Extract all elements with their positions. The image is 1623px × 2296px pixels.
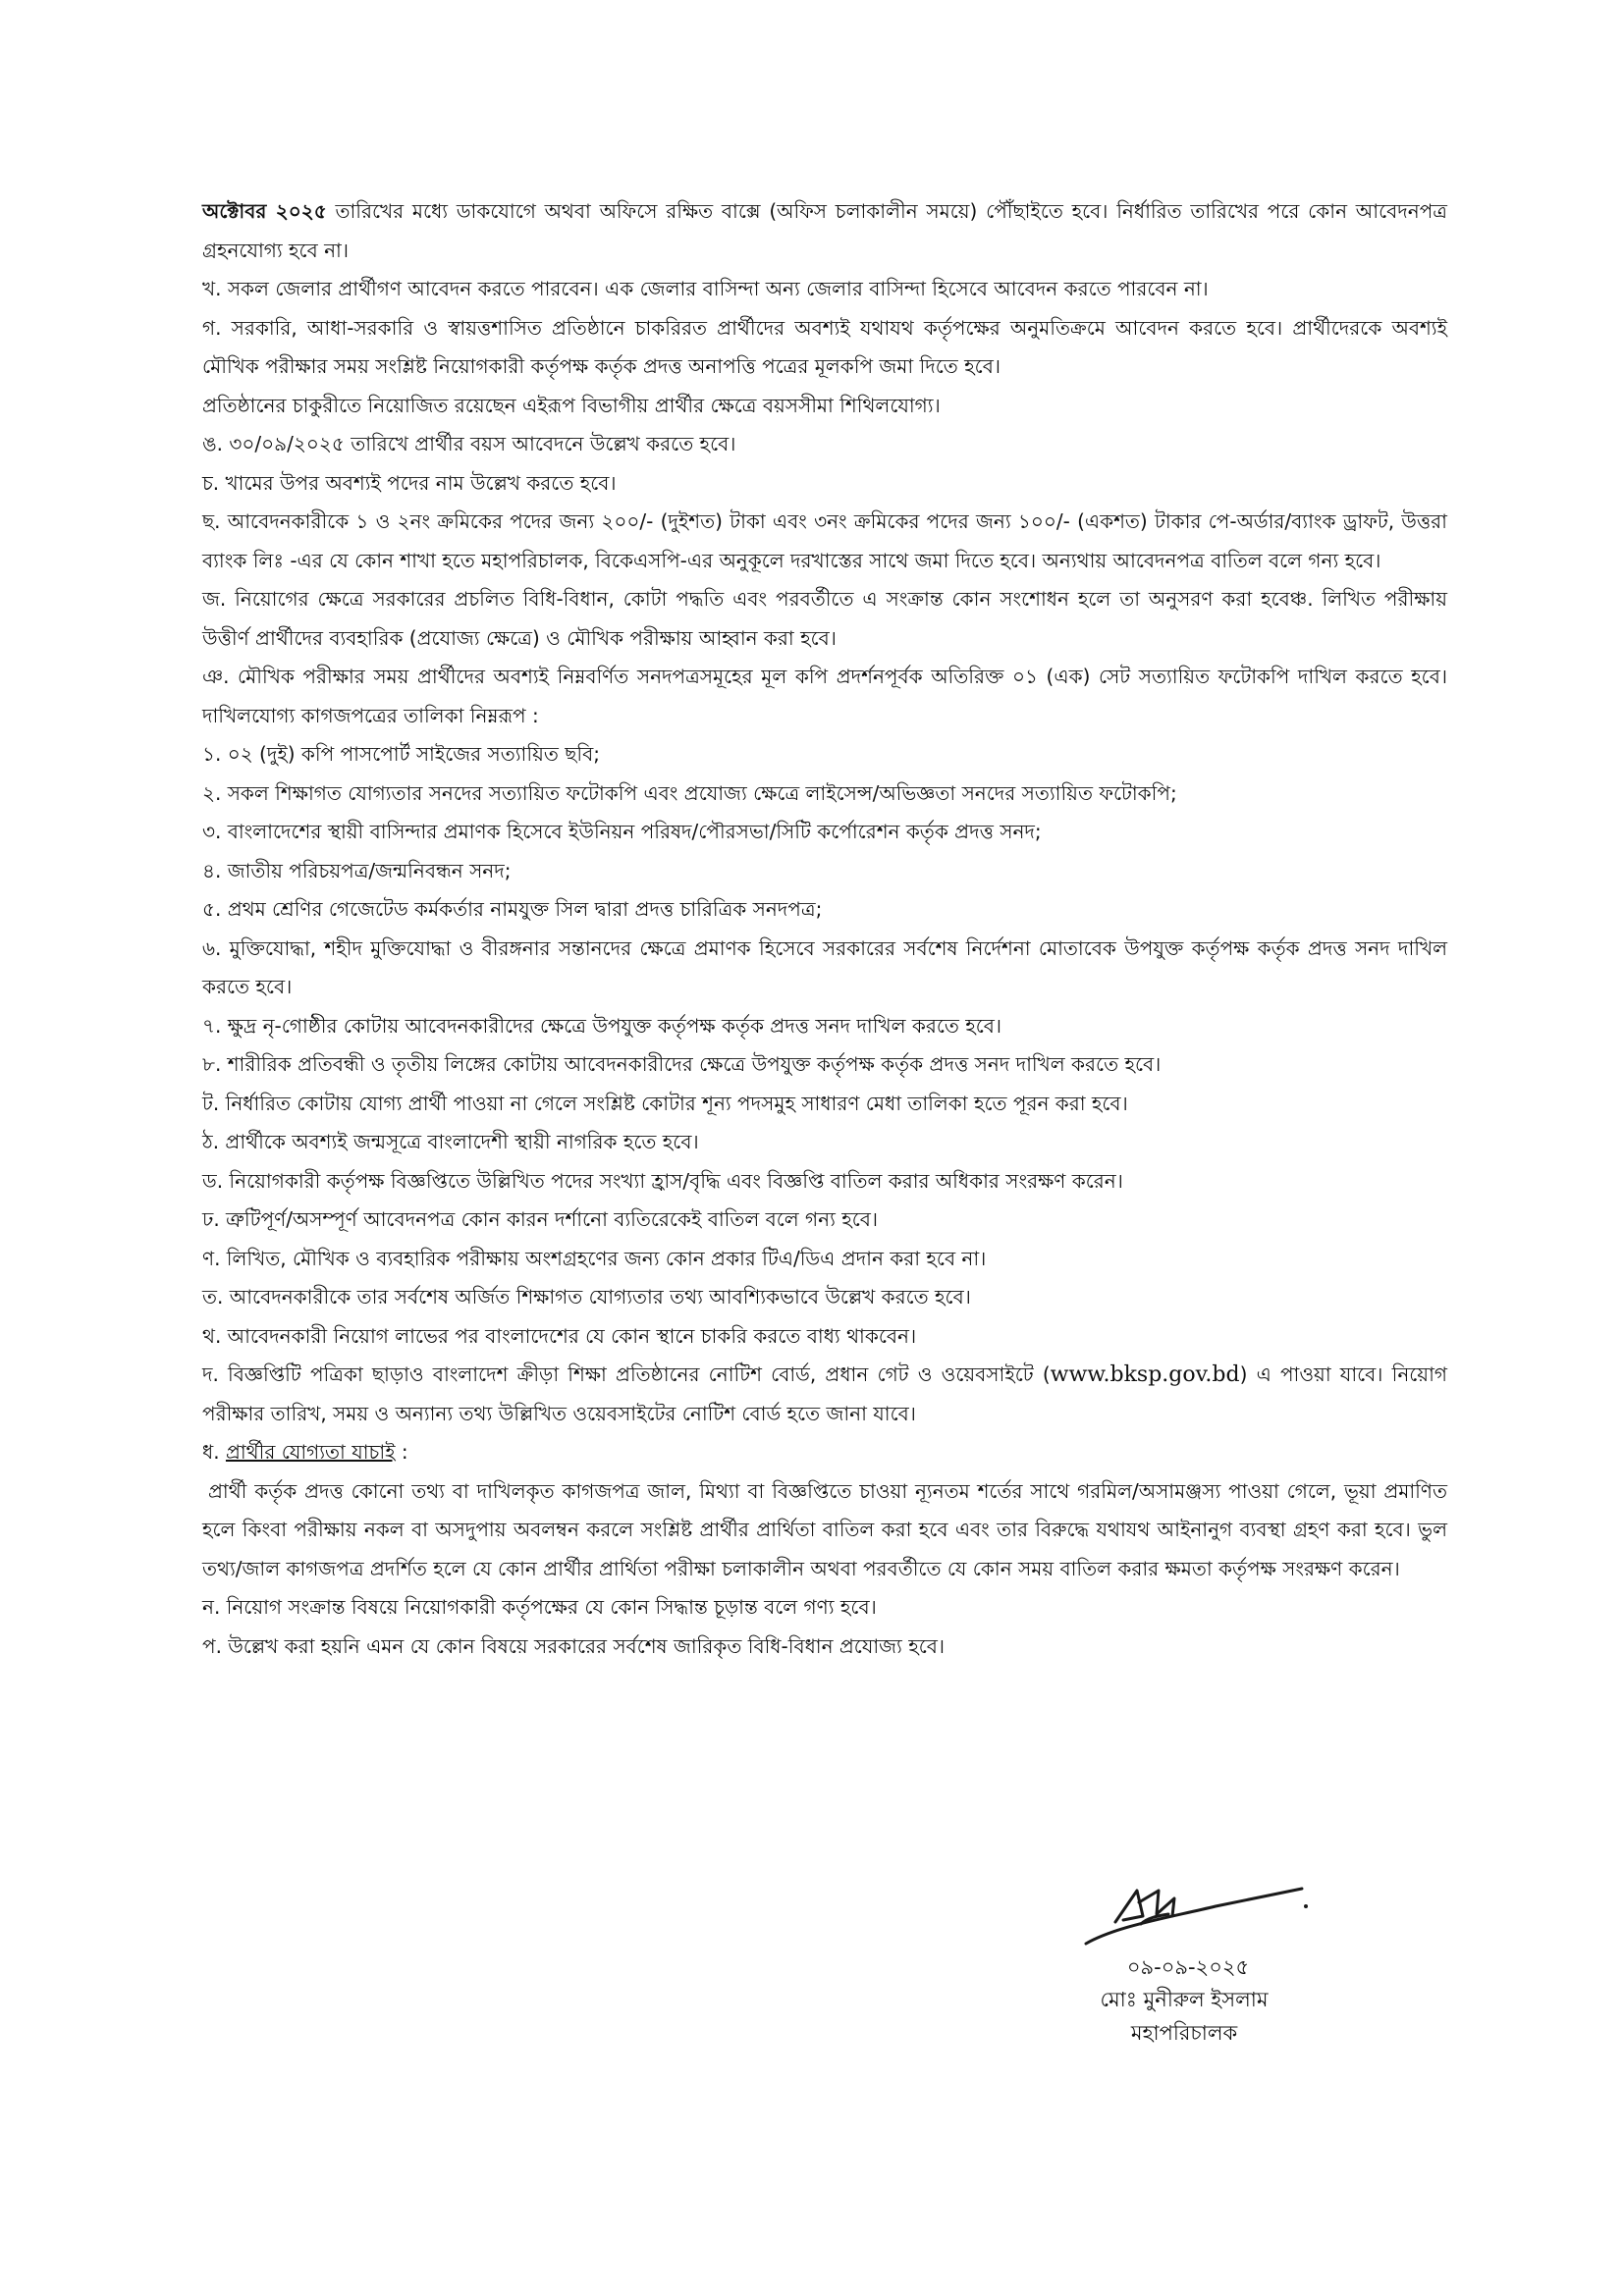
- clause-na: ন. নিয়োগ সংক্রান্ত বিষয়ে নিয়োগকারী কর্তৃপক্ষের যে কোন সিদ্ধান্ত চূড়ান্ত বলে গণ্য হবে।: [202, 1595, 877, 1619]
- clause-da2-text-a: দ. বিজ্ঞপ্তিটি পত্রিকা ছাড়াও বাংলাদেশ ক্রীড়া শিক্ষা প্রতিষ্ঠানের নোটিশ বোর্ড, প্রধান গেট ও ওয়েবসাইটে (: [202, 1362, 1051, 1386]
- clause-ga: গ. সরকারি, আধা-সরকারি ও স্বায়ত্তশাসিত প্রতিষ্ঠানে চাকরিরত প্রার্থীদের অবশ্যই যথাযথ কর্তৃপক্ষের অনুমতিক্রমে আবেদন করতে হবে। প্রার্থীদেরকে অবশ্যই মৌখিক পরীক্ষার সময় সংশ্লিষ্ট নিয়োগকারী কর্তৃপক্ষ কর্তৃক প্রদত্ত অনাপত্তি পত্রের মূলকপি জমা দিতে হবে।: [202, 315, 1447, 378]
- signature-date: ০৯-০৯-২০২৫: [1126, 1955, 1250, 1979]
- clause-dha: ঢ. ত্রুটিপূর্ণ/অসম্পূর্ণ আবেদনপত্র কোন কারন দর্শানো ব্যতিরেকেই বাতিল বলে গন্য হবে।: [202, 1207, 879, 1231]
- clause-ja: জ. নিয়োগের ক্ষেত্রে সরকারের প্রচলিত বিধি-বিধান, কোটা পদ্ধতি এবং পরবর্তীতে এ সংক্রান্ত কোন সংশোধন হলে তা অনুসরণ করা হবেঞ্চ. লিখিত পরীক্ষায় উত্তীর্ণ প্রার্থীদের ব্যবহারিক (প্রযোজ্য ক্ষেত্রে) ও মৌখিক পরীক্ষায় আহ্বান করা হবে।: [202, 587, 1447, 650]
- clause-cha: চ. খামের উপর অবশ্যই পদের নাম উল্লেখ করতে হবে।: [202, 470, 617, 495]
- document-item-2: ২. সকল শিক্ষাগত যোগ্যতার সনদের সত্যায়িত ফটোকপি এবং প্রযোজ্য ক্ষেত্রে লাইসেন্স/অভিজ্ঞতা সনদের সত্যায়িত ফটোকপি;: [202, 780, 1177, 805]
- clause-tha: ঠ. প্রার্থীকে অবশ্যই জন্মসূত্রে বাংলাদেশী স্থায়ী নাগরিক হতে হবে।: [202, 1130, 699, 1153]
- document-item-6: ৬. মুক্তিযোদ্ধা, শহীদ মুক্তিযোদ্ধা ও বীরঙ্গনার সন্তানদের ক্ষেত্রে প্রমাণক হিসেবে সরকারের সর্বশেষ নির্দেশনা মোতাবেক উপযুক্ত কর্তৃপক্ষ কর্তৃক প্রদত্ত সনদ দাখিল করতে হবে।: [202, 935, 1447, 998]
- clause-dha2-heading: প্রার্থীর যোগ্যতা যাচাই: [225, 1440, 396, 1464]
- clause-da2: [202, 1356, 1447, 1433]
- clause-ta2: ত. আবেদনকারীকে তার সর্বশেষ অর্জিত শিক্ষাগত যোগ্যতার তথ্য আবশ্যিকভাবে উল্লেখ করতে হবে।: [202, 1285, 971, 1308]
- document-item-4: ৪. জাতীয় পরিচয়পত্র/জন্মনিবন্ধন সনদ;: [202, 858, 512, 882]
- clause-tha2: থ. আবেদনকারী নিয়োগ লাভের পর বাংলাদেশের যে কোন স্থানে চাকরি করতে বাধ্য থাকবেন।: [202, 1323, 917, 1348]
- clause-ga-continued: প্রতিষ্ঠানের চাকুরীতে নিয়োজিত রয়েছেন এইরূপ বিভাগীয় প্রার্থীর ক্ষেত্রে বয়সসীমা শিথিলযোগ্য।: [202, 393, 941, 417]
- document-item-1: ১. ০২ (দুই) কপি পাসপোর্ট সাইজের সত্যায়িত ছবি;: [202, 742, 600, 766]
- clause-dha2-heading-line: [202, 1433, 1447, 1472]
- deadline-text: তারিখের মধ্যে ডাকযোগে অথবা অফিসে রক্ষিত বাক্সে (অফিস চলাকালীন সময়ে) পৌঁছাইতে হবে। নির্ধারিত তারিখের পরে কোন আবেদনপত্র গ্রহনযোগ্য হবে না।: [202, 199, 1447, 262]
- website-url: www.bksp.gov.bd: [1050, 1362, 1240, 1387]
- clause-da2-text-b: ) এ পাওয়া যাবে। নিয়োগ পরীক্ষার তারিখ, সময় ও অন্যান্য তথ্য উল্লিখিত ওয়েবসাইটের নোটিশ বোর্ড হতে জানা যাবে।: [202, 1362, 1447, 1425]
- clause-nna: ণ. লিখিত, মৌখিক ও ব্যবহারিক পরীক্ষায় অংশগ্রহণের জন্য কোন প্রকার টিএ/ডিএ প্রদান করা হবে না।: [202, 1246, 987, 1270]
- document-item-8: ৮. শারীরিক প্রতিবন্ধী ও তৃতীয় লিঙ্গের কোটায় আবেদনকারীদের ক্ষেত্রে উপযুক্ত কর্তৃপক্ষ কর্তৃক প্রদত্ত সনদ দাখিল করতে হবে।: [202, 1052, 1162, 1076]
- signatory-title: মহাপরিচালক: [1130, 2021, 1238, 2045]
- document-item-7: ৭. ক্ষুদ্র নৃ-গোষ্ঠীর কোটায় আবেদনকারীদের ক্ষেত্রে উপযুক্ত কর্তৃপক্ষ কর্তৃক প্রদত্ত সনদ দাখিল করতে হবে।: [202, 1013, 1002, 1038]
- deadline-month: অক্টোবর ২০২৫: [202, 199, 327, 223]
- clause-ta: ট. নির্ধারিত কোটায় যোগ্য প্রার্থী পাওয়া না গেলে সংশ্লিষ্ট কোটার শূন্য পদসমুহ সাধারণ মেধা তালিকা হতে পূরন করা হবে।: [202, 1091, 1128, 1115]
- clause-pa: প. উল্লেখ করা হয়নি এমন যে কোন বিষয়ে সরকারের সর্বশেষ জারিকৃত বিধি-বিধান প্রযোজ্য হবে।: [202, 1633, 946, 1658]
- handwritten-signature: [1078, 1877, 1314, 1960]
- clause-kha: খ. সকল জেলার প্রার্থীগণ আবেদন করতে পারবেন। এক জেলার বাসিন্দা অন্য জেলার বাসিন্দা হিসেবে আবেদন করতে পারবেন না।: [202, 277, 1209, 300]
- clause-dha2-body: প্রার্থী কর্তৃক প্রদত্ত কোনো তথ্য বা দাখিলকৃত কাগজপত্র জাল, মিথ্যা বা বিজ্ঞপ্তিতে চাওয়া ন্যূনতম শর্তের সাথে গরমিল/অসামঞ্জস্য পাওয়া গেলে, ভূয়া প্রমাণিত হলে কিংবা পরীক্ষায় নকল বা অসদুপায় অবলম্বন করলে সংশ্লিষ্ট প্রার্থীর প্রার্থিতা বাতিল করা হবে এবং তার বিরুদ্ধে যথাযথ আইনানুগ ব্যবস্থা গ্রহণ করা হবে। ভুল তথ্য/জাল কাগজপত্র প্রদর্শিত হলে যে কোন প্রার্থীর প্রার্থিতা পরীক্ষা চলাকালীন অথবা পরবর্তীতে যে কোন সময় বাতিল করার ক্ষমতা কর্তৃপক্ষ সংরক্ষণ করেন।: [202, 1478, 1447, 1580]
- clause-nya: ঞ. মৌখিক পরীক্ষার সময় প্রার্থীদের অবশ্যই নিম্নবর্ণিত সনদপত্রসমূহের মূল কপি প্রদর্শনপূর্বক অতিরিক্ত ০১ (এক) সেট সত্যায়িত ফটোকপি দাখিল করতে হবে। দাখিলযোগ্য কাগজপত্রের তালিকা নিম্নরূপ :: [202, 665, 1447, 727]
- clause-chha: ছ. আবেদনকারীকে ১ ও ২নং ক্রমিকের পদের জন্য ২০০/- (দুইশত) টাকা এবং ৩নং ক্রমিকের পদের জন্য ১০০/- (একশত) টাকার পে-অর্ডার/ব্যাংক ড্রাফট, উত্তরা ব্যাংক লিঃ -এর যে কোন শাখা হতে মহাপরিচালক, বিকেএসপি-এর অনুকূলে দরখাস্তের সাথে জমা দিতে হবে। অন্যথায় আবেদনপত্র বাতিল বলে গন্য হবে।: [202, 509, 1447, 572]
- clause-umo: ঙ. ৩০/০৯/২০২৫ তারিখে প্রার্থীর বয়স আবেদনে উল্লেখ করতে হবে।: [202, 432, 736, 455]
- clause-dha2-suffix: :: [395, 1440, 408, 1464]
- clause-da: ড. নিয়োগকারী কর্তৃপক্ষ বিজ্ঞপ্তিতে উল্লিখিত পদের সংখ্যা হ্রাস/বৃদ্ধি এবং বিজ্ঞপ্তি বাতিল করার অধিকার সংরক্ষণ করেন।: [202, 1168, 1123, 1193]
- clause-dha2-prefix: ধ.: [202, 1440, 226, 1464]
- notice-body: [202, 192, 1447, 1666]
- document-item-3: ৩. বাংলাদেশের স্থায়ী বাসিন্দার প্রমাণক হিসেবে ইউনিয়ন পরিষদ/পৌরসভা/সিটি কর্পোরেশন কর্তৃক প্রদত্ত সনদ;: [202, 820, 1042, 843]
- signatory-name: মোঃ মুনীরুল ইসলাম: [1100, 1988, 1269, 2011]
- document-item-5: ৫. প্রথম শ্রেণির গেজেটেড কর্মকর্তার নামযুক্ত সিল দ্বারা প্রদত্ত চারিত্রিক সনদপত্র;: [202, 897, 823, 921]
- paragraph-deadline: [202, 192, 1447, 270]
